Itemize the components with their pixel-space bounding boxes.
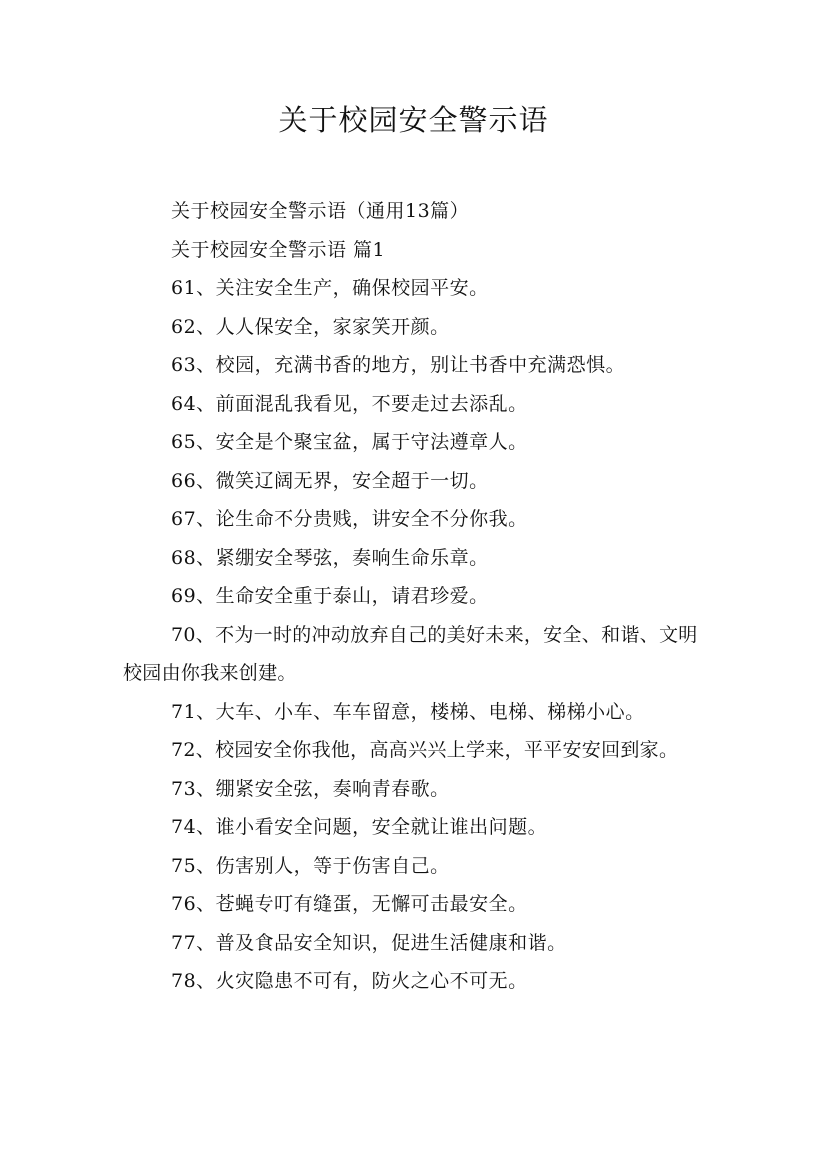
paragraph-section-heading: 关于校园安全警示语 篇1 [171,238,386,261]
paragraph-item: 63、校园，充满书香的地方，别让书香中充满恐惧。 [171,354,626,376]
document-title: 关于校园安全警示语 [278,103,549,137]
paragraph-item: 67、论生命不分贵贱，讲安全不分你我。 [171,508,528,530]
document-body [123,192,713,1001]
paragraph-item: 72、校园安全你我他，高高兴兴上学来，平平安安回到家。 [171,739,679,761]
paragraph-item: 77、普及食品安全知识，促进生活健康和谐。 [171,931,567,954]
paragraph-item: 69、生命安全重于泰山，请君珍爱。 [171,585,489,607]
paragraph-item: 64、前面混乱我看见，不要走过去添乱。 [171,392,528,415]
paragraph-item: 75、伤害别人，等于伤害自己。 [171,854,450,877]
paragraph-item: 78、火灾隐患不可有，防火之心不可无。 [171,970,528,992]
paragraph-item: 66、微笑辽阔无界，安全超于一切。 [171,469,489,492]
paragraph-item: 61、关注安全生产，确保校园平安。 [171,277,489,299]
paragraph-item: 76、苍蝇专叮有缝蛋，无懈可击最安全。 [171,893,528,915]
paragraph-item: 68、紧绷安全琴弦，奏响生命乐章。 [171,546,489,569]
paragraph-subtitle: 关于校园安全警示语（通用13篇） [171,200,470,222]
paragraph-item: 71、大车、小车、车车留意，楼梯、电梯、梯梯小心。 [171,700,645,723]
paragraph-item: 74、谁小看安全问题，安全就让谁出问题。 [171,816,548,838]
paragraph-item: 62、人人保安全，家家笑开颜。 [171,315,450,338]
paragraph-item: 65、安全是个聚宝盆，属于守法遵章人。 [171,431,528,453]
paragraph-item: 73、绷紧安全弦，奏响青春歌。 [171,777,450,800]
paragraph-item: 70、不为一时的冲动放弃自己的美好未来，安全、和谐、文明校园由你我来创建。 [123,623,698,684]
